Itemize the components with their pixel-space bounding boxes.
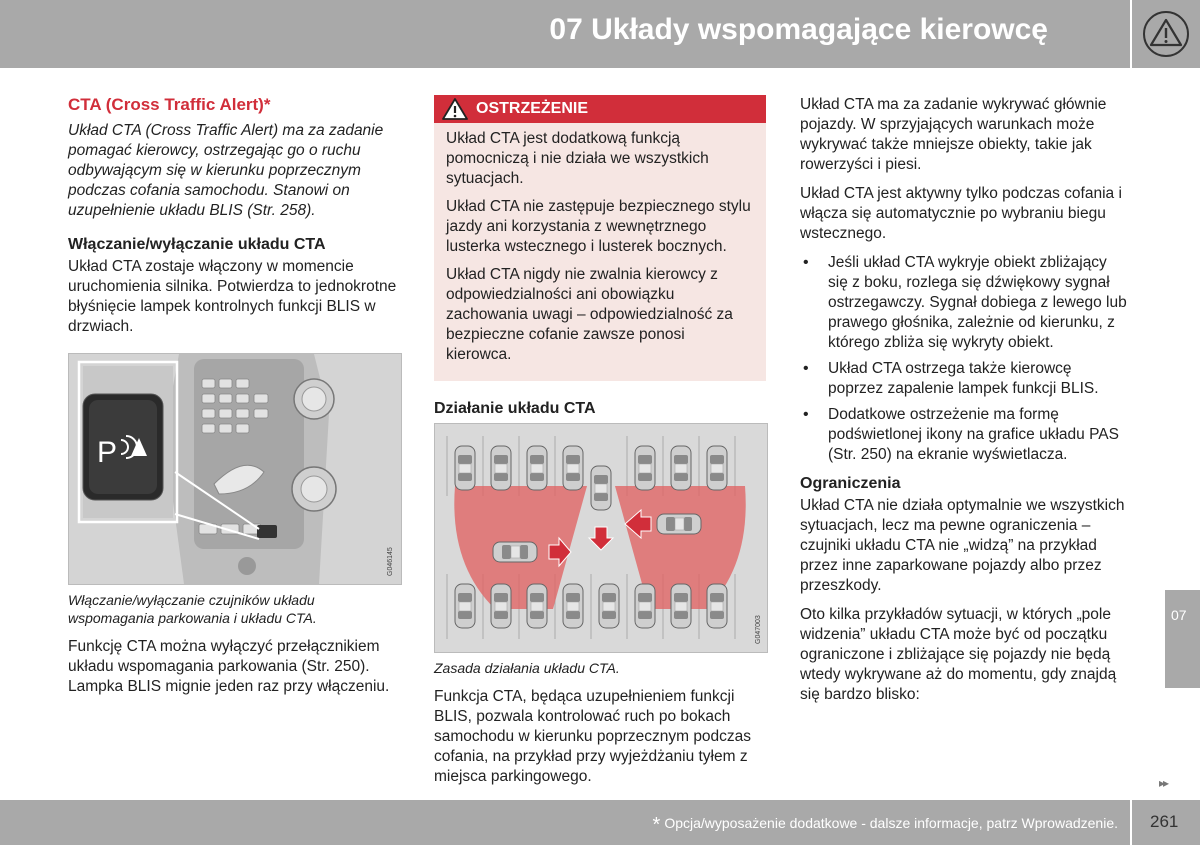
page-number: 261 [1150, 812, 1179, 831]
asterisk: * [652, 814, 661, 836]
paragraph-onoff: Układ CTA zostaje włączony w momencie uruchomienia silnika. Potwierdza to jednokrotne błyśnięcie lampek kontrolnych funkcji BLIS w drzwiach. [68, 258, 397, 335]
paragraph-operation: Funkcja CTA, będąca uzupełnieniem funkcji BLIS, pozwala kontrolować ruch po bokach samochodu w kierunku poprzecznym podczas cofania, na przykład przy wyjeżdżaniu tyłem z miejsca parkingowego. [434, 688, 752, 785]
photo-caption: Włączanie/wyłączanie czujników układu wspomagania parkowania i układu CTA. [68, 592, 317, 626]
column-1 [68, 95, 403, 706]
chapter-tab [1165, 590, 1200, 688]
column-3 [800, 95, 1130, 714]
paragraph-active: Układ CTA jest aktywny tylko podczas cofania i włącza się automatycznie po wybraniu biegu wstecznego. [800, 185, 1122, 242]
chapter-title: 07 Układy wspomagające kierowcę [549, 13, 1048, 46]
console-photo [68, 353, 402, 585]
paragraph-detect: Układ CTA ma za zadanie wykrywać głównie pojazdy. W sprzyjających warunkach może wykrywać także mniejsze obiekty, takie jak rowerzyści i piesi. [800, 96, 1107, 173]
warning-header [434, 95, 766, 123]
subheading-onoff: Włączanie/wyłączanie układu CTA [68, 236, 326, 253]
warning-triangle-icon [442, 97, 468, 121]
diagram-caption: Zasada działania układu CTA. [434, 660, 620, 676]
subheading-operation: Działanie układu CTA [434, 400, 596, 417]
cta-diagram [434, 423, 768, 653]
warning-text-1: Układ CTA jest dodatkową funkcją pomocniczą i nie działa we wszystkich sytuacjach. [446, 130, 709, 187]
paragraph-limitations: Układ CTA nie działa optymalnie we wszystkich sytuacjach, lecz ma pewne ograniczenia – czujniki układu CTA nie „widzą” na przykład przez inne zaparkowane pojazdy albo przez przeszkody. [800, 497, 1125, 594]
header-icon-box [1132, 0, 1200, 68]
list-item: • Jeśli układ CTA wykryje obiekt zbliżający się z boku, rozlega się dźwiękowy sygnał ostrzegawczy. Sygnał dobiega z lewego lub prawego głośnika, zależnie od kierunku, z którego zbliża się wykryty obiekt. [800, 253, 1130, 353]
footer-text: Opcja/wyposażenie dodatkowe - dalsze informacje, patrz Wprowadzenie. [664, 815, 1118, 831]
page-footer [0, 800, 1130, 845]
diagram-code: G047003 [755, 615, 762, 644]
paragraph-examples: Oto kilka przykładów sytuacji, w których „pole widzenia” układu CTA może być od początku ograniczone i zbliżające się pojazdy nie będą wtedy wykrywane aż do momentu, gdy znajdą się bardzo blisko: [800, 606, 1117, 703]
page-number-box [1132, 800, 1200, 845]
warning-box [434, 95, 766, 381]
bullet-list [800, 253, 1130, 465]
warning-text-3: Układ CTA nigdy nie zwalnia kierowcy z odpowiedzialności ani obowiązku zachowania uwagi – odpowiedzialność za bezpieczne cofanie zawsze ponosi kierowca. [446, 266, 733, 363]
image-code: G046145 [387, 547, 394, 576]
warning-triangle-icon [1141, 9, 1191, 59]
warning-text-2: Układ CTA nie zastępuje bezpiecznego stylu jazdy ani korzystania z wewnętrznego lusterka wstecznego i lusterek bocznych. [446, 198, 751, 255]
list-item: • Układ CTA ostrzega także kierowcę poprzez zapalenie lampek funkcji BLIS. [800, 359, 1130, 399]
column-2 [434, 95, 766, 796]
page-header [0, 0, 1130, 68]
footer-note [653, 814, 1118, 837]
next-page-arrows-icon: ▸▸ [1159, 776, 1168, 790]
warning-title: OSTRZEŻENIE [476, 100, 589, 117]
intro-text: Układ CTA (Cross Traffic Alert) ma za zadanie pomagać kierowcy, ostrzegając go o ruchu odbywającym się w kierunku poprzecznym podczas cofania samochodu. Stanowi on uzupełnienie układu BLIS (Str. 258). [68, 122, 384, 219]
paragraph-switch: Funkcję CTA można wyłączyć przełącznikiem układu wspomagania parkowania (Str. 250). Lampka BLIS mignie jeden raz przy włączeniu. [68, 638, 390, 695]
section-title: CTA (Cross Traffic Alert)* [68, 95, 271, 114]
subheading-limitations: Ograniczenia [800, 475, 901, 492]
chapter-tab-label: 07 [1171, 607, 1187, 623]
svg-text:P: P [97, 436, 118, 469]
list-item: • Dodatkowe ostrzeżenie ma formę podświetlonej ikony na grafice układu PAS (Str. 250) na ekranie wyświetlacza. [800, 405, 1130, 465]
